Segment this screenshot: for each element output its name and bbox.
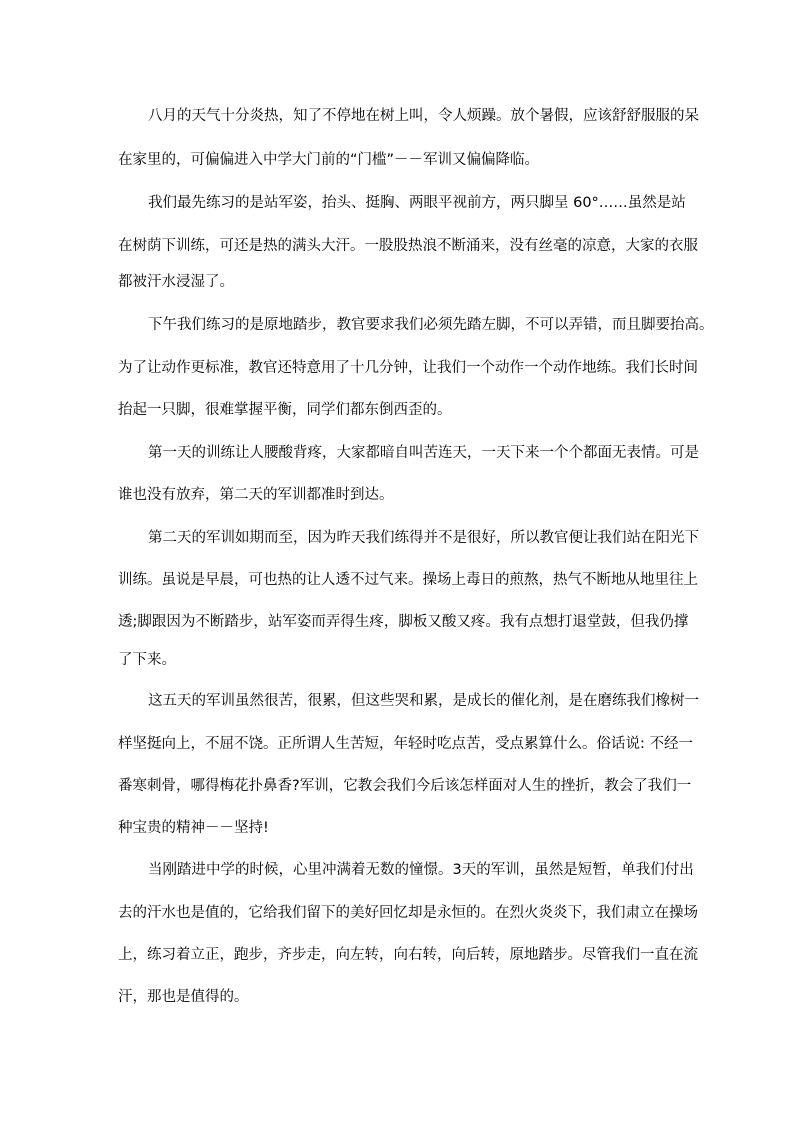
text-line: 为了让动作更标准，教官还特意用了十几分钟，让我们一个动作一个动作地练。我们长时间 xyxy=(118,360,698,376)
text-line: 第二天的军训如期而至，因为昨天我们练得并不是很好，所以教官便让我们站在阳光下 xyxy=(148,530,699,546)
text-line: 汗，那也是值得的。 xyxy=(118,989,249,1005)
text-line: 谁也没有放弃，第二天的军训都准时到达。 xyxy=(118,487,394,503)
text-line: 下午我们练习的是原地踏步，教官要求我们必须先踏左脚，不可以弄错，而且脚要抬高。 xyxy=(148,317,714,333)
text-line: 在树荫下训练，可还是热的满头大汗。一股股热浪不断涌来，没有丝毫的凉意，大家的衣服 xyxy=(118,238,698,254)
text-line: 番寒刺骨，哪得梅花扑鼻香?军训，它教会我们今后该怎样面对人生的挫折，教会了我们一 xyxy=(118,778,692,794)
text-line: 八月的天气十分炎热，知了不停地在树上叫，令人烦躁。放个暑假，应该舒舒服服的呆 xyxy=(148,108,699,124)
text-line: 抬起一只脚，很难掌握平衡，同学们都东倒西歪的。 xyxy=(118,402,452,418)
text-line: 都被汗水浸湿了。 xyxy=(118,274,234,290)
text-line: 透;脚跟因为不断踏步，站军姿而弄得生疼，脚板又酸又疼。我有点想打退堂鼓，但我仍撑 xyxy=(118,614,689,630)
text-line: 样坚挺向上，不屈不饶。正所谓人生苦短，年轻时吃点苦，受点累算什么。俗话说: 不经一 xyxy=(118,736,693,752)
text-line: 种宝贵的精神－－坚持! xyxy=(118,820,269,836)
text-line: 这五天的军训虽然很苦，很累，但这些哭和累，是成长的催化剂，是在磨练我们橡树一 xyxy=(148,693,699,709)
text-line: 了下来。 xyxy=(118,652,176,668)
text-line: 当刚踏进中学的时候，心里冲满着无数的憧憬。3天的军训，虽然是短暂，单我们付出 xyxy=(148,862,694,878)
text-line: 上，练习着立正，跑步，齐步走，向左转，向右转，向后转，原地踏步。尽管我们一直在流 xyxy=(118,947,698,963)
text-line: 训练。虽说是早晨，可也热的让人透不过气来。操场上毒日的煎熬，热气不断地从地里往上 xyxy=(118,572,698,588)
text-line: 第一天的训练让人腰酸背疼，大家都暗自叫苦连天，一天下来一个个都面无表情。可是 xyxy=(148,445,699,461)
text-line: 在家里的，可偏偏进入中学大门前的“门槛”－－军训又偏偏降临。 xyxy=(118,152,540,168)
text-line: 去的汗水也是值的，它给我们留下的美好回忆却是永恒的。在烈火炎炎下，我们肃立在操场 xyxy=(118,905,698,921)
text-line: 我们最先练习的是站军姿，抬头、挺胸、两眼平视前方，两只脚呈 60°……虽然是站 xyxy=(148,195,686,211)
